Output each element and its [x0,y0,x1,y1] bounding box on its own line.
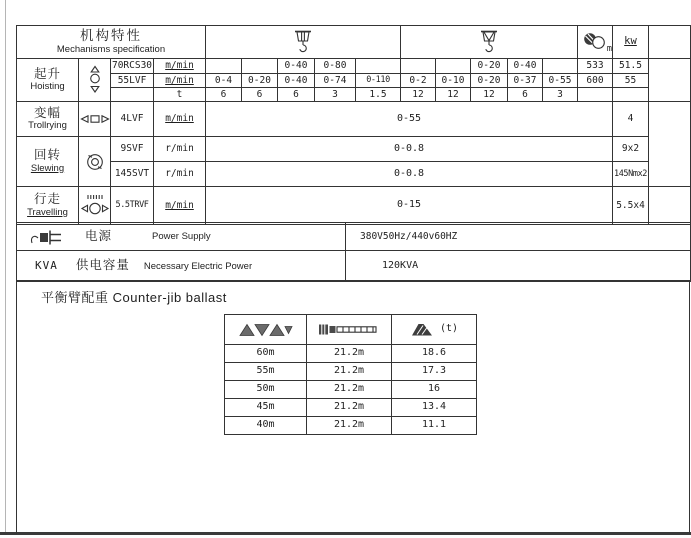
travelling-speed-cell: 0-15 [206,187,613,225]
hoisting-label-cn: 起升 [33,66,61,81]
rope-length-cell [578,88,613,102]
hoisting-icon-cell [79,59,111,102]
sheet-left-edge [5,0,6,534]
rope-length-cell: 533 [578,59,613,74]
trolleying-label-cn: 变幅 [33,105,61,120]
power-supply-label-cell [17,223,346,251]
mechanisms-title-en: Mechanisms specification [56,43,166,55]
travelling-label-en: Travelling [27,206,68,218]
speed-cell [206,59,242,74]
speed-cell: 0-2 [401,74,436,88]
speed-cell: 0-74 [315,74,356,88]
tonnage-cell: 3 [543,88,578,102]
ballast-weight-header-cell [392,315,477,345]
unit-cell: m/min [154,187,206,225]
power-kw-cell: 5.5x4 [613,187,649,225]
speed-cell: 0-55 [543,74,578,88]
hoisting-label-en: Hoisting [30,81,65,93]
speed-cell: 0-20 [242,74,278,88]
slewing-label-cell [17,137,79,187]
mechanisms-title-cn: 机构特性 [80,28,142,44]
tonnage-cell: 6 [278,88,315,102]
power-table [16,222,691,282]
counter-jib-header-cell [307,315,392,345]
speed-cell: 0-80 [315,59,356,74]
power-supply-label-en: Power Supply [152,231,211,243]
slewing-icon-cell [79,137,111,187]
kva-label-cell [17,251,346,282]
model-cell: 5.5TRVF [111,187,154,225]
power-kw-cell: 9x2 [613,137,649,162]
slewing-label-en: Slewing [30,162,65,174]
trolley-travel-icon [79,113,110,125]
tonnage-cell: 12 [471,88,508,102]
power-supply-label-cn: 电源 [85,228,113,243]
rail-travel-icon [79,194,110,217]
spare-column-cell [649,59,691,102]
model-cell [111,88,154,102]
power-kw-cell: 145Nmx2 [613,162,649,187]
ballast-weight-cell: 16 [392,381,477,399]
rope-length-header-cell [578,26,613,59]
jib-length-cell: 55m [225,363,307,381]
counter-jib-cell: 21.2m [307,381,392,399]
tonnage-cell: 12 [401,88,436,102]
jib-length-cell: 50m [225,381,307,399]
kva-label-en: Necessary Electric Power [143,260,253,272]
model-cell: 4LVF [111,102,154,137]
tonnage-cell: 1.5 [356,88,401,102]
model-cell: 55LVF [111,74,154,88]
ballast-weight-cell: 11.1 [392,417,477,435]
spare-column-cell [649,26,691,59]
counter-jib-icon [307,322,391,337]
travelling-label-cell [17,187,79,225]
lattice-jib-icon [225,322,306,337]
jib-length-cell: 45m [225,399,307,417]
travelling-icon-cell [79,187,111,225]
slewing-rotation-icon [79,151,110,173]
speed-cell [242,59,278,74]
speed-cell: 0-37 [508,74,543,88]
counter-jib-cell: 21.2m [307,345,392,363]
ballast-unit-label: (t) [439,323,459,335]
power-kw-cell: 55 [613,74,649,88]
unit-cell: m/min [154,59,206,74]
kva-label-cn: 供电容量 [75,258,130,273]
ballast-weight-cell: 17.3 [392,363,477,381]
unit-cell: t [154,88,206,102]
counter-jib-cell: 21.2m [307,363,392,381]
kva-value: 120KVA [346,251,691,282]
trolleying-label-en: Trollrying [28,120,67,132]
tonnage-cell: 6 [206,88,242,102]
rope-length-unit: m [606,44,612,55]
ballast-title: 平衡臂配重 Counter-jib ballast [41,290,227,305]
tonnage-cell: 12 [436,88,471,102]
power-kw-cell: 51.5 [613,59,649,74]
speed-cell: 0-40 [508,59,543,74]
counter-jib-cell: 21.2m [307,399,392,417]
hook-group-2-cell [401,26,578,59]
speed-cell: 0-20 [471,74,508,88]
spare-column-cell [649,187,691,225]
kva-prefix: KVA [35,259,58,273]
jib-length-cell: 60m [225,345,307,363]
trolleying-label-cell [17,102,79,137]
model-cell: 70RCS30 [111,59,154,74]
jib-length-header-cell [225,315,307,345]
trolleying-icon-cell [79,102,111,137]
slewing-label-cn: 回转 [33,148,61,163]
ballast-table [224,314,477,435]
tonnage-cell: 6 [508,88,543,102]
hook-block-straight-reeving-icon [206,28,400,57]
tonnage-cell: 3 [315,88,356,102]
spare-column-cell [649,102,691,187]
speed-cell [543,59,578,74]
ballast-section [16,280,690,534]
hook-group-1-cell [206,26,401,59]
power-kw-cell [613,88,649,102]
speed-cell: 0-4 [206,74,242,88]
mechanisms-title-cell [17,26,206,59]
model-cell: 145SVT [111,162,154,187]
speed-cell: 0-40 [278,59,315,74]
mechanisms-table [16,25,691,225]
tonnage-cell: 6 [242,88,278,102]
unit-cell: m/min [154,74,206,88]
unit-cell: r/min [154,162,206,187]
kw-header-label: kw [624,35,637,48]
hook-block-crossed-reeving-icon [401,28,577,57]
power-plug-icon [29,227,65,247]
ballast-weight-cell: 18.6 [392,345,477,363]
power-kw-cell: 4 [613,102,649,137]
rope-length-cell: 600 [578,74,613,88]
unit-cell: r/min [154,137,206,162]
counter-jib-cell: 21.2m [307,417,392,435]
power-supply-value: 380V50Hz/440v60HZ [346,223,691,251]
speed-cell [436,59,471,74]
travelling-label-cn: 行走 [33,192,61,207]
ballast-weight-cell: 13.4 [392,399,477,417]
speed-cell: 0-10 [436,74,471,88]
hoist-hook-direction-icon [79,65,110,95]
speed-cell: 0-110 [356,74,401,88]
unit-cell: m/min [154,102,206,137]
speed-cell [356,59,401,74]
model-cell: 9SVF [111,137,154,162]
ballast-weight-icon [410,322,434,337]
speed-cell [401,59,436,74]
slewing-speed-cell: 0-0.8 [206,162,613,187]
kw-header-cell [613,26,649,59]
hoisting-label-cell [17,59,79,102]
jib-length-cell: 40m [225,417,307,435]
slewing-speed-cell: 0-0.8 [206,137,613,162]
speed-cell: 0-20 [471,59,508,74]
speed-cell: 0-40 [278,74,315,88]
trolleying-speed-cell: 0-55 [206,102,613,137]
